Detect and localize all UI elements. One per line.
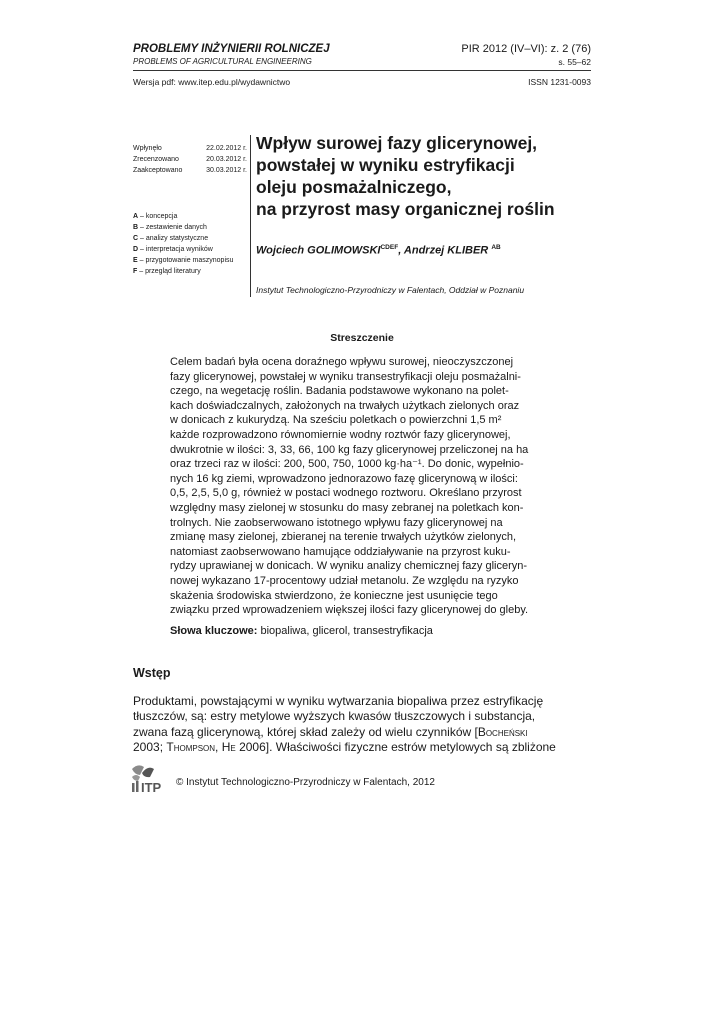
- header-divider: [133, 70, 591, 71]
- author-name: Wojciech GOLIMOWSKI: [256, 244, 381, 257]
- contribution-item: B – zestawienie danych: [133, 224, 207, 231]
- abstract-line: natomiast zaobserwowano hamujące oddziaływanie na przyrost kuku-: [170, 545, 511, 558]
- abstract-line: względny masy zielonej w stosunku do masy zebranej na poletkach kon-: [170, 501, 524, 514]
- keywords-label: Słowa kluczowe:: [170, 625, 258, 637]
- date-row-received: [133, 143, 247, 154]
- citation-author: He: [221, 739, 236, 754]
- abstract-line: Celem badań była ocena doraźnego wpływu surowej, nieoczyszczonej: [170, 356, 514, 368]
- abstract-line: skażenia środowiska stwierdzono, że konieczne jest usunięcie tego: [170, 589, 498, 602]
- abstract-line: rydzy uprawianej w donicach. W wyniku analizy chemicznej fazy gliceryn-: [170, 560, 528, 573]
- abstract-line: 0,5, 2,5, 5,0 g, również w postaci wodnego roztworu. Określano przyrost: [170, 487, 522, 500]
- affiliation: Instytut Technologiczno-Przyrodniczy w Falentach, Oddział w Poznaniu: [256, 285, 525, 295]
- author-contribution-code: AB: [491, 244, 501, 251]
- section-heading-intro: Wstęp: [133, 666, 171, 680]
- citation-author: Bocheński: [477, 724, 528, 739]
- intro-body: [133, 694, 591, 755]
- itp-logo: [130, 763, 174, 793]
- abstract-line: nych 16 kg ziemi, wprowadzono jednorazowo fazę glicerynową w ilości:: [170, 472, 518, 485]
- intro-line: tłuszczów, są: estry metylowe wyższych kwasów tłuszczowych i substancja,: [133, 709, 536, 724]
- page-range: s. 55–62: [558, 57, 591, 67]
- date-label: Zaakceptowano: [133, 167, 183, 174]
- date-value: 20.03.2012 r.: [206, 156, 247, 163]
- abstract-line: zmianę masy zielonej, zbieranej na terenie trwałych użytków zielonych,: [170, 531, 517, 544]
- abstract-line: kach doświadczalnych, założonych na trwałych użytkach zielonych oraz: [170, 399, 520, 412]
- author-name: Andrzej KLIBER: [403, 244, 489, 257]
- vertical-divider: [250, 135, 251, 297]
- contribution-item: D – interpretacja wyników: [133, 246, 213, 253]
- abstract-line: związku przed wprowadzeniem większej ilości fazy glicerynowej do gleby.: [170, 604, 529, 617]
- pdf-version-link[interactable]: Wersja pdf: www.itep.edu.pl/wydawnictwo: [133, 77, 291, 87]
- abstract-body: [170, 355, 556, 618]
- date-label: Zrecenzowano: [133, 156, 179, 163]
- intro-line: Produktami, powstającymi w wyniku wytwarzania biopaliwa przez estryfikację: [133, 694, 544, 708]
- date-row-reviewed: [133, 154, 247, 165]
- date-value: 22.02.2012 r.: [206, 145, 247, 152]
- contribution-item: A – koncepcja: [133, 213, 178, 220]
- citation-author: Thompson: [166, 739, 216, 754]
- logo-text: ITP: [141, 780, 162, 793]
- abstract-line: każde rozprowadzono równomiernie wodny roztwór fazy glicerynowej,: [170, 428, 511, 441]
- abstract-line: fazy glicerynowej, powstałej w wyniku transestryfikacji oleju posmażalni-: [170, 370, 521, 383]
- abstract-line: w donicach z kukurydzą. Na sześciu poletkach o powierzchni 1,5 m²: [170, 414, 502, 427]
- journal-title: PROBLEMY INŻYNIERII ROLNICZEJ: [133, 43, 330, 55]
- title-line: oleju posmażalniczego,: [256, 177, 452, 197]
- keywords-list: biopaliwa, glicerol, transestryfikacja: [257, 625, 433, 637]
- copyright: © Instytut Technologiczno-Przyrodniczy w Falentach, 2012: [176, 777, 435, 788]
- abstract-line: czego, na wegetację roślin. Badania podstawowe wykonano na polet-: [170, 385, 509, 398]
- contribution-item: E – przygotowanie maszynopisu: [133, 257, 234, 264]
- date-label: Wpłynęło: [133, 145, 162, 152]
- article-title: [256, 132, 596, 220]
- contribution-item: C – analizy statystyczne: [133, 235, 209, 242]
- intro-line: zwana fazą glicerynową, której skład zależy od wielu czynników [Bocheński: [133, 724, 528, 739]
- authors: Wojciech $GOLIMOWSKI^{CDEF}$, Andrzej KLIBER $^{AB}$: [256, 244, 501, 257]
- abstract-line: dwukrotnie w ilości: 3, 33, 66, 100 kg fazy glicerynowej przeliczonej na ha: [170, 443, 529, 456]
- abstract-line: nowej wykazano 17-procentowy udział metanolu. Ze względu na ryzyko: [170, 574, 519, 587]
- date-value: 30.03.2012 r.: [206, 167, 247, 174]
- title-line: powstałej w wyniku estryfikacji: [256, 155, 515, 175]
- author-contributions: [133, 211, 251, 277]
- journal-subtitle: PROBLEMS OF AGRICULTURAL ENGINEERING: [133, 57, 312, 66]
- issn: ISSN 1231-0093: [528, 77, 591, 87]
- title-line: Wpływ surowej fazy glicerynowej,: [256, 133, 538, 153]
- author-contribution-code: CDEF: [380, 244, 399, 251]
- abstract-line: trolnych. Nie zaobserwowano istotnego wpływu fazy glicerynowej na: [170, 516, 503, 529]
- issue-info: PIR 2012 (IV–VI): z. 2 (76): [461, 43, 591, 55]
- abstract-heading: Streszczenie: [330, 332, 394, 344]
- keywords: [170, 625, 433, 637]
- contribution-item: F – przegląd literatury: [133, 268, 201, 275]
- title-line: na przyrost masy organicznej roślin: [256, 199, 555, 219]
- submission-dates: [133, 143, 247, 176]
- date-row-accepted: [133, 165, 247, 176]
- intro-line: 2003; Thompson, He 2006]. Właściwości fizyczne estrów metylowych są zbliżone: [133, 739, 556, 754]
- abstract-line: oraz trzeci raz w ilości: 200, 500, 750, 1000 kg·ha⁻¹. Do donic, wypełnio-: [170, 458, 524, 471]
